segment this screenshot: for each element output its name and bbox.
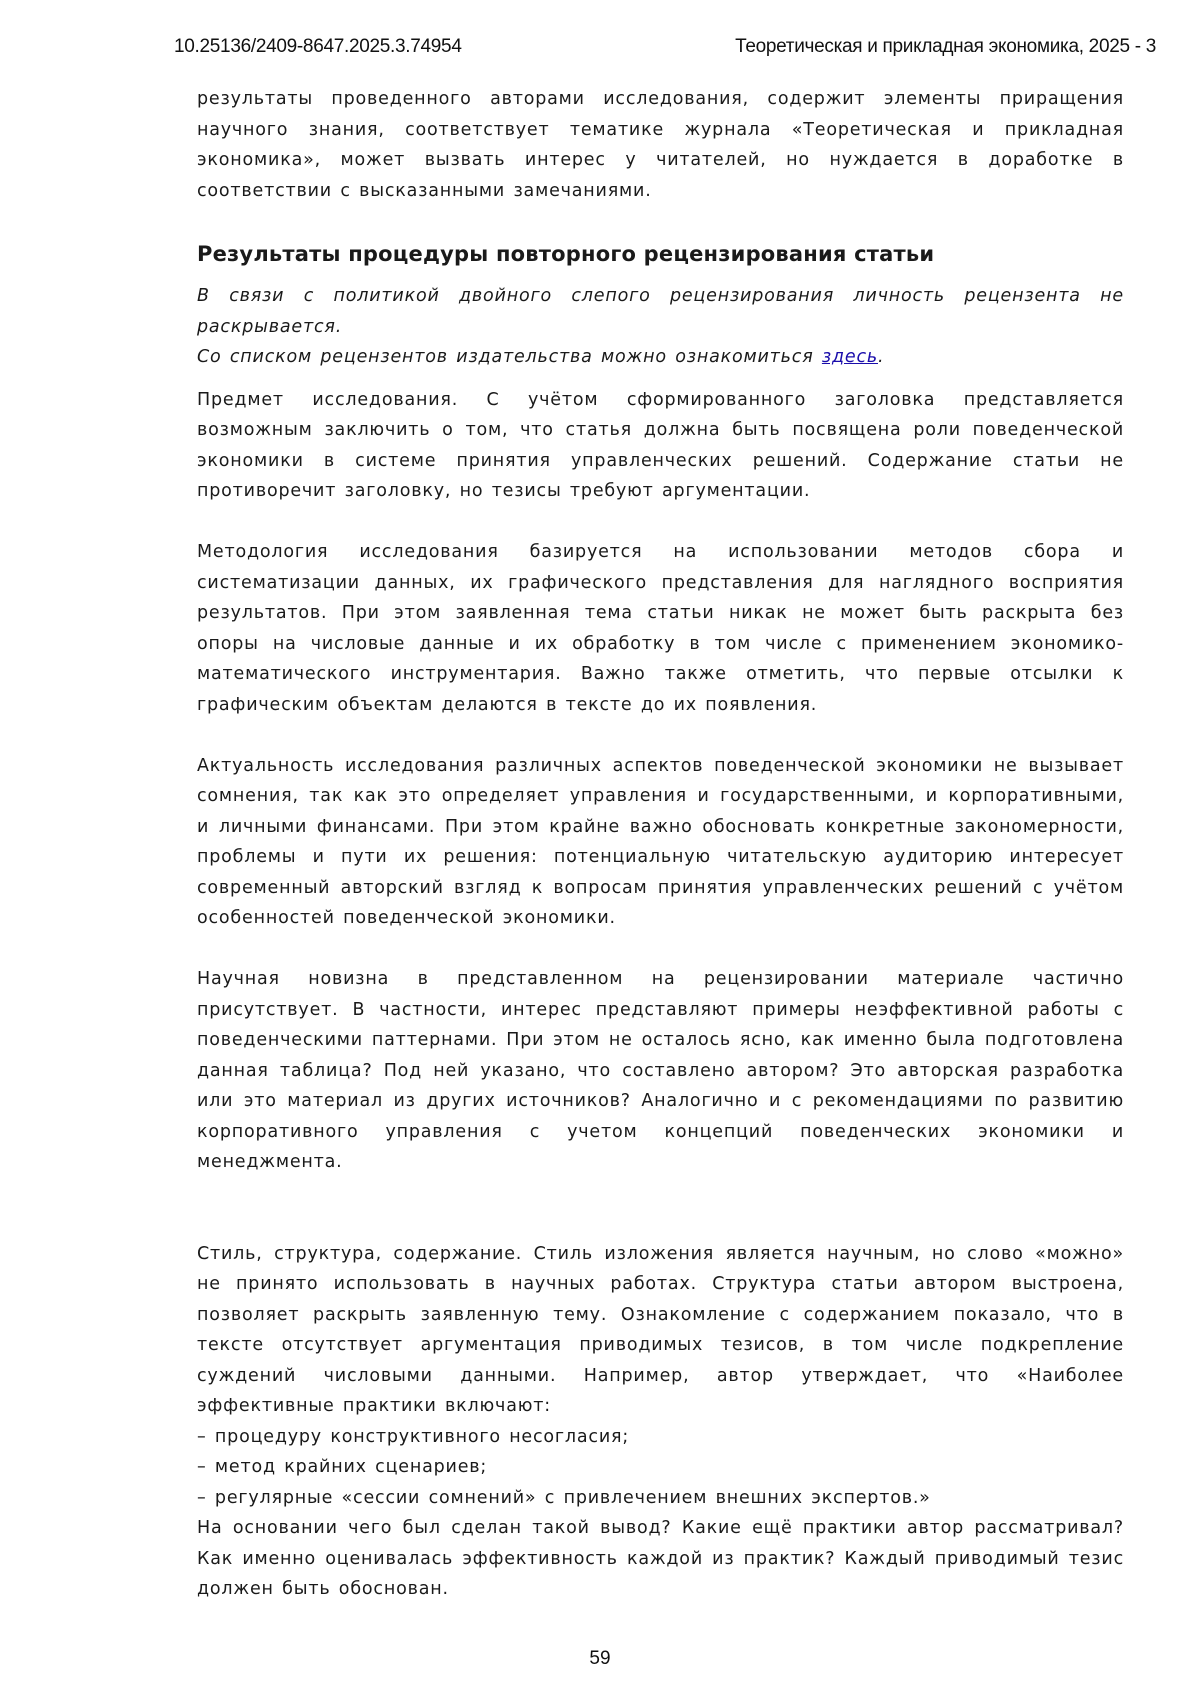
list-item: – метод крайних сценариев;: [197, 1452, 1124, 1483]
paragraph-relevance: Актуальность исследования различных аспектов поведенческой экономики не вызывает сомнения, так как это определяет управления и государственными, и корпоративными, и личными финансами. При этом крайне важно обосновать конкретные закономерности, проблемы и пути их решения: потенциальную читательскую аудиторию интересует современный авторский взгляд к вопросам принятия управленческих решений с учётом особенностей поведенческой экономики.: [197, 751, 1124, 934]
list-item: – регулярные «сессии сомнений» с привлечением внешних экспертов.»: [197, 1483, 1124, 1514]
reviewer-list-suffix: .: [878, 347, 884, 367]
paragraph-subject: Предмет исследования. С учётом сформированного заголовка представляется возможным заключить о том, что статья должна быть посвящена роли поведенческой экономики в системе принятия управленческих решений. Содержание статьи не противоречит заголовку, но тезисы требуют аргументации.: [197, 385, 1124, 507]
page-number: 59: [0, 1648, 1200, 1670]
doi-header: 10.25136/2409-8647.2025.3.74954: [174, 36, 462, 58]
paragraph-style: Стиль, структура, содержание. Стиль изложения является научным, но слово «можно» не принято использовать в научных работах. Структура статьи автором выстроена, позволяет раскрыть заявленную тему. Ознакомление с содержанием показало, что в тексте отсутствует аргументация приводимых тезисов, в том числе подкрепление суждений числовыми данными. Например, автор утверждает, что «Наиболее эффективные практики включают:: [197, 1239, 1124, 1422]
reviewer-list-text: Со списком рецензентов издательства можно ознакомиться: [197, 347, 822, 367]
list-item: – процедуру конструктивного несогласия;: [197, 1422, 1124, 1453]
reviewers-link[interactable]: здесь: [822, 347, 878, 367]
section-title: Результаты процедуры повторного рецензирования статьи: [197, 239, 1124, 269]
paragraph-novelty: Научная новизна в представленном на рецензировании материале частично присутствует. В частности, интерес представляют примеры неэффективной работы с поведенческими паттернами. При этом не осталось ясно, как именно была подготовлена данная таблица? Под ней указано, что составлено автором? Это авторская разработка или это материал из других источников? Аналогично и с рекомендациями по развитию корпоративного управления с учетом концепций поведенческих экономики и менеджмента.: [197, 964, 1124, 1178]
journal-header: Теоретическая и прикладная экономика, 2025 - 3: [735, 36, 1156, 58]
paragraph-methodology: Методология исследования базируется на использовании методов сбора и систематизации данных, их графического представления для наглядного восприятия результатов. При этом заявленная тема статьи никак не может быть раскрыта без опоры на числовые данные и их обработку в том числе с применением экономико-математического инструментария. Важно также отметить, что первые отсылки к графическим объектам делаются в тексте до их появления.: [197, 537, 1124, 720]
intro-paragraph: результаты проведенного авторами исследования, содержит элементы приращения научного знания, соответствует тематике журнала «Теоретическая и прикладная экономика», может вызвать интерес у читателей, но нуждается в доработке в соответствии с высказанными замечаниями.: [197, 84, 1124, 206]
paragraph-closing: На основании чего был сделан такой вывод? Какие ещё практики автор рассматривал? Как именно оценивалась эффективность каждой из практик? Каждый приводимый тезис должен быть обоснован.: [197, 1513, 1124, 1605]
anonymity-notice: В связи с политикой двойного слепого рецензирования личность рецензента не раскрывается.: [197, 281, 1124, 342]
reviewer-list-notice: [197, 342, 1124, 373]
page-content: [197, 84, 1124, 1605]
